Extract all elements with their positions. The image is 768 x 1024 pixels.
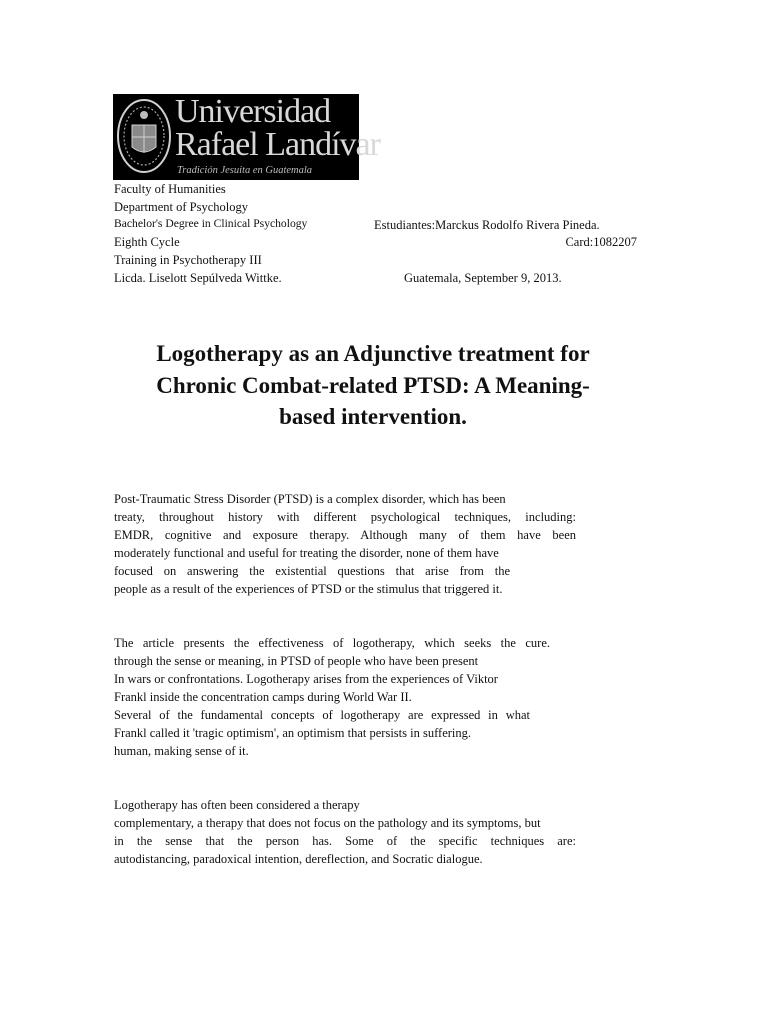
university-logo xyxy=(113,93,380,180)
paragraph-line: Frankl called it 'tragic optimism', an optimism that persists in suffering. xyxy=(114,726,472,740)
faculty: Faculty of Humanities xyxy=(114,182,226,196)
paragraph-line: in the sense that the person has. Some of the specific techniques are: xyxy=(114,834,576,848)
paragraph-3 xyxy=(114,796,576,868)
paragraph-line: complementary, a therapy that does not focus on the pathology and its symptoms, but xyxy=(114,816,541,830)
paragraph-line: human, making sense of it. xyxy=(114,744,249,758)
paragraph-line: In wars or confrontations. Logotherapy arises from the experiences of Viktor xyxy=(114,672,498,686)
instructor: Licda. Liselott Sepúlveda Wittke. xyxy=(114,271,282,285)
student-name: Estudiantes:Marckus Rodolfo Rivera Pineda. xyxy=(374,218,600,232)
cycle: Eighth Cycle xyxy=(114,235,180,249)
paragraph-2 xyxy=(114,634,576,760)
paragraph-line: autodistancing, paradoxical intention, dereflection, and Socratic dialogue. xyxy=(114,852,483,866)
logo-text-line1: Universidad xyxy=(175,93,331,130)
paragraph-line: moderately functional and useful for treating the disorder, none of them have xyxy=(114,546,499,560)
paragraph-line: EMDR, cognitive and exposure therapy. Although many of them have been xyxy=(114,528,576,542)
place-date: Guatemala, September 9, 2013. xyxy=(404,271,562,285)
course: Training in Psychotherapy III xyxy=(114,253,262,267)
title-line: Logotherapy as an Adjunctive treatment for xyxy=(156,341,590,366)
paragraph-line: Frankl inside the concentration camps during World War II. xyxy=(114,690,412,704)
university-seal-icon xyxy=(116,97,172,175)
department: Department of Psychology xyxy=(114,200,249,214)
title-line: Chronic Combat-related PTSD: A Meaning- xyxy=(156,372,590,398)
paragraph-line: Post-Traumatic Stress Disorder (PTSD) is a complex disorder, which has been xyxy=(114,492,506,506)
title-line: based intervention. xyxy=(279,404,467,429)
paragraph-1 xyxy=(114,490,576,598)
paragraph-line: through the sense or meaning, in PTSD of people who have been present xyxy=(114,654,479,668)
paragraph-line: people as a result of the experiences of PTSD or the stimulus that triggered it. xyxy=(114,582,503,596)
paragraph-line: treaty, throughout history with different psychological techniques, including: xyxy=(114,510,576,524)
paragraph-line: Several of the fundamental concepts of logotherapy are expressed in what xyxy=(114,708,530,722)
paragraph-line: The article presents the effectiveness of logotherapy, which seeks the cure. xyxy=(114,636,550,650)
paragraph-line: focused on answering the existential questions that arise from the xyxy=(114,564,510,578)
paragraph-line: Logotherapy has often been considered a therapy xyxy=(114,798,360,812)
document-title xyxy=(100,338,646,433)
student-card: Card:1082207 xyxy=(565,235,637,249)
logo-tagline: Tradición Jesuita en Guatemala xyxy=(177,165,313,176)
degree: Bachelor's Degree in Clinical Psychology xyxy=(114,217,308,230)
logo-text-line2: Rafael Landívar xyxy=(175,126,380,163)
